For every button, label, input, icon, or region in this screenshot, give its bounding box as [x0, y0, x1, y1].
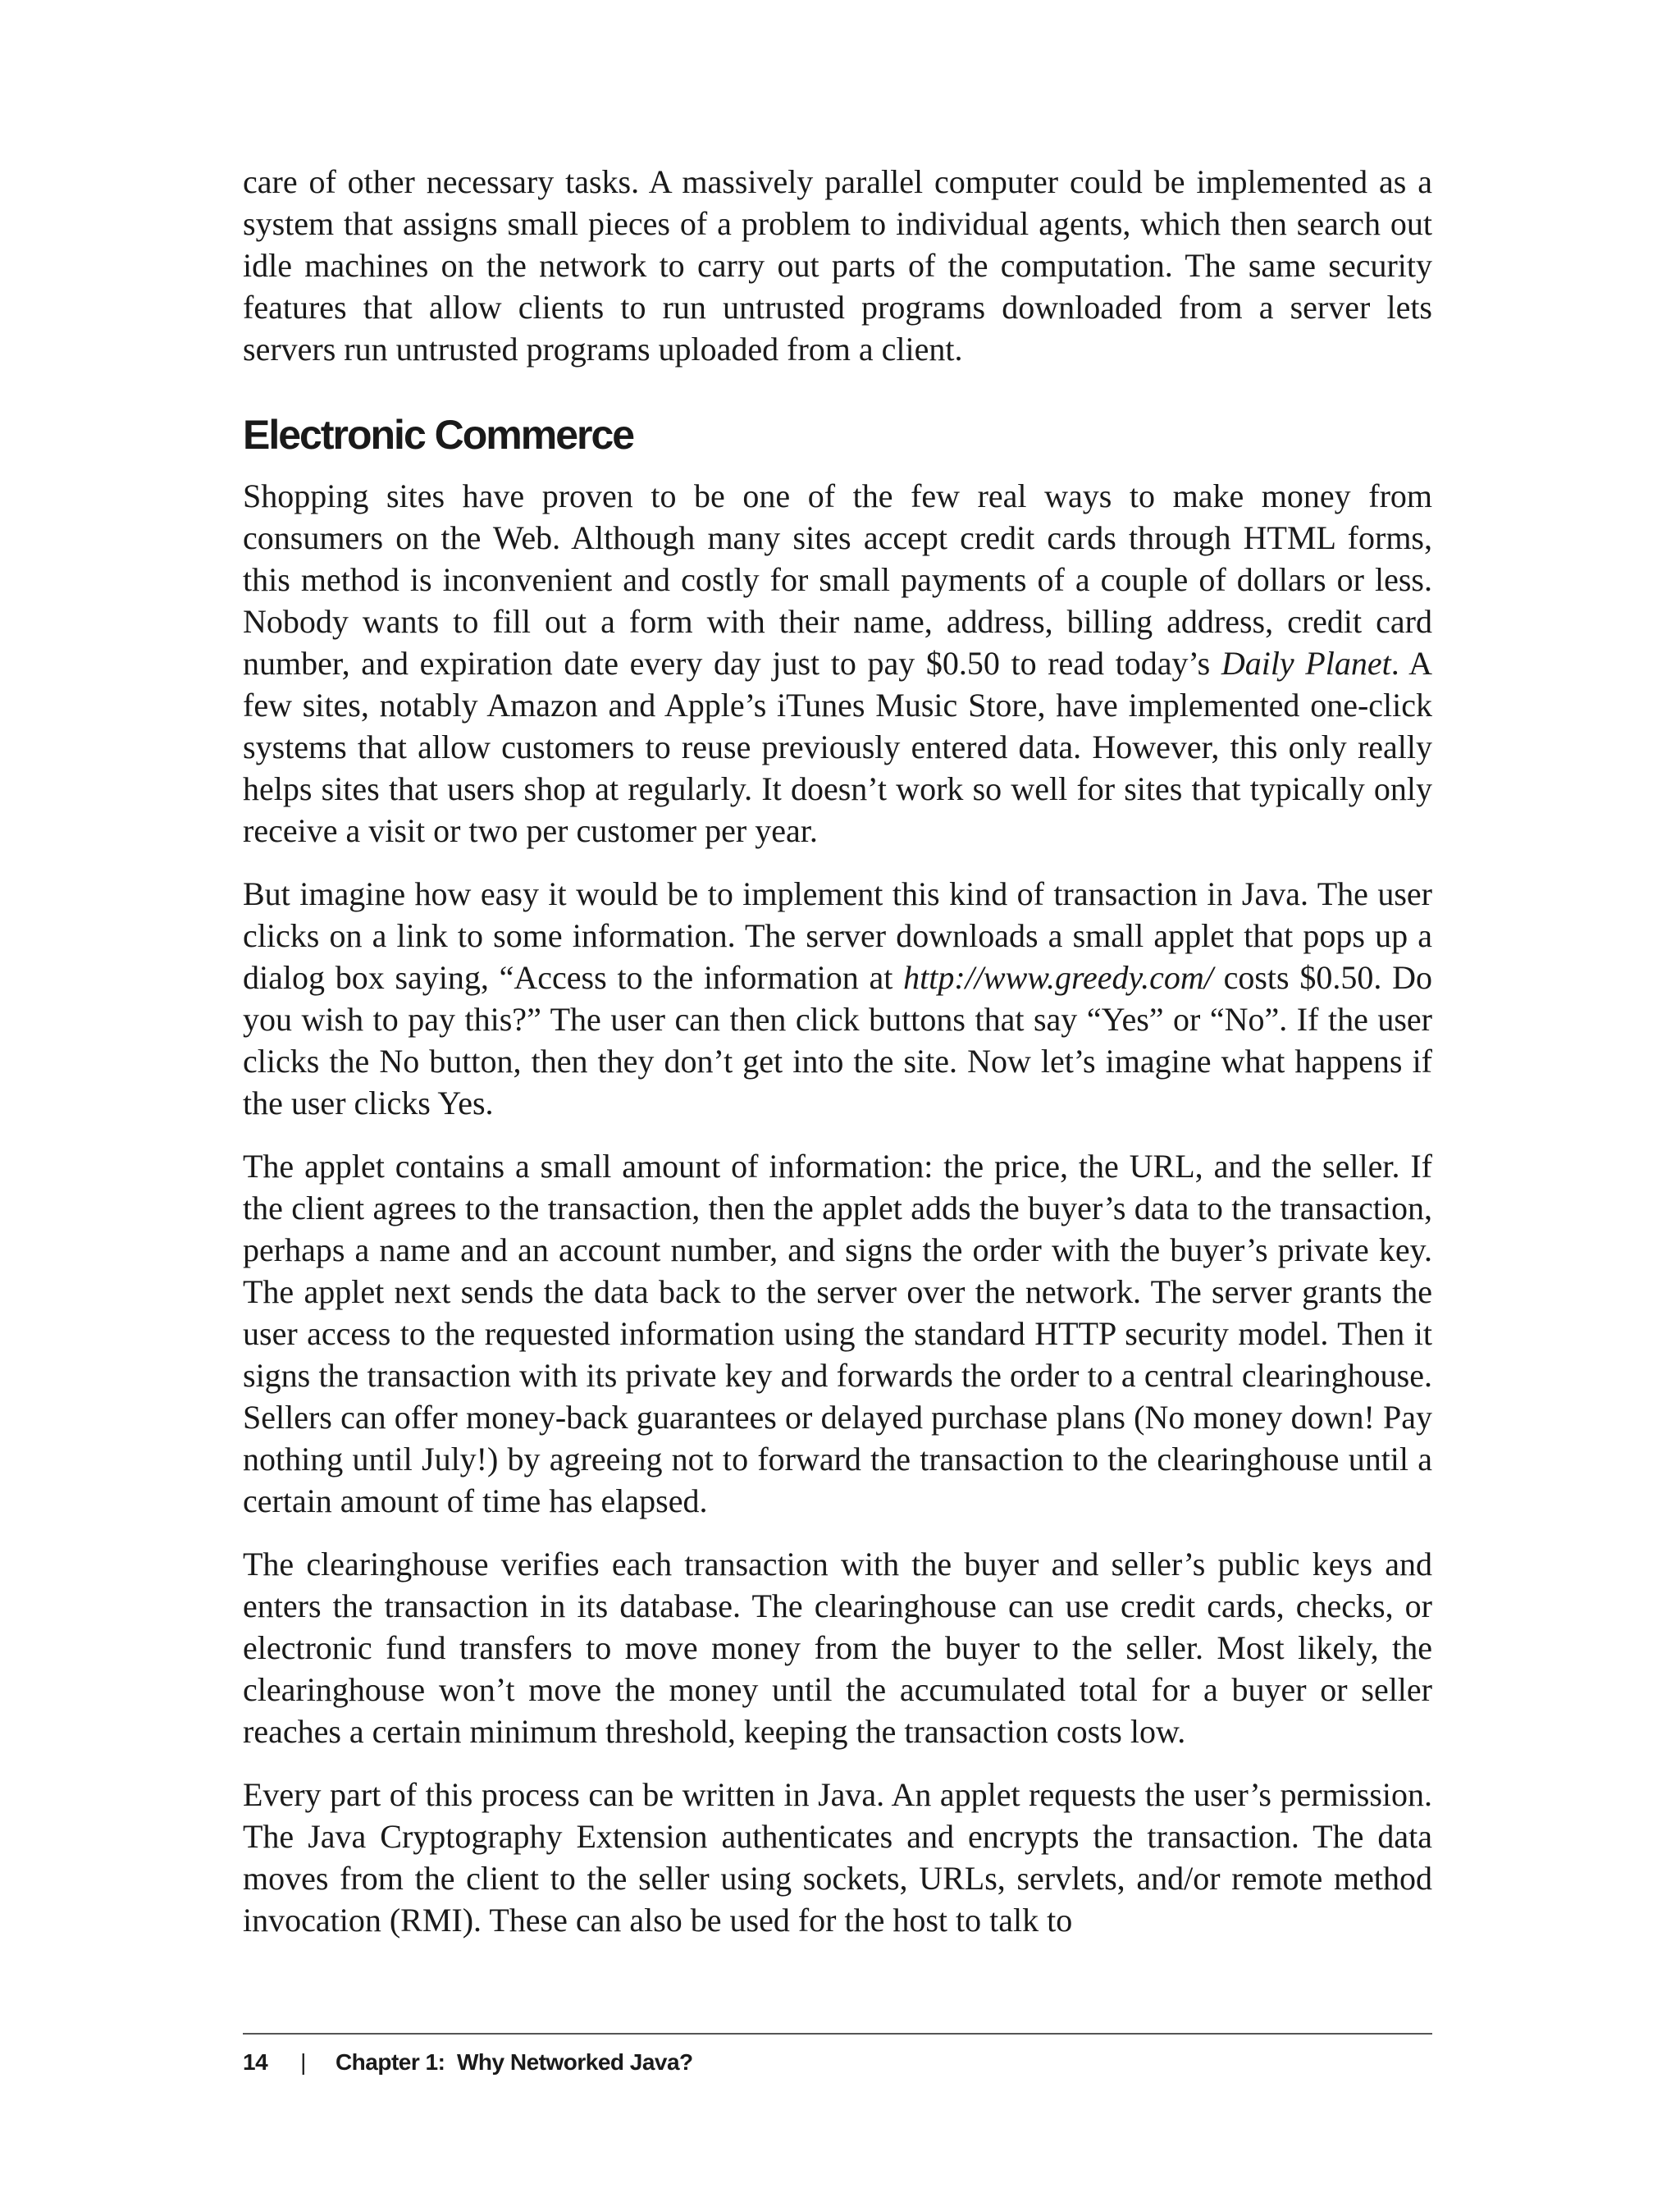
paragraph-java-process-text: Every part of this process can be written in Java. An applet requests the user’s permission. The Java Cryptography Extension authenticates and encrypts the transaction. The data moves from the client to the seller using sockets, URLs, servlets, and/or remote method invocation (RMI). These can also be used for the host to talk to	[243, 1776, 1432, 1939]
paragraph-imagine	[243, 873, 1432, 1124]
paragraph-intro	[243, 161, 1432, 370]
paragraph-intro-text: care of other necessary tasks. A massively parallel computer could be implemented as a system that assigns small pieces of a problem to individual agents, which then search out idle machines on the network to carry out parts of the computation. The same security features that allow clients to run untrusted programs downloaded from a server lets servers run untrusted programs uploaded from a client.	[243, 163, 1432, 368]
paragraph-clearinghouse-text: The clearinghouse verifies each transaction with the buyer and seller’s public keys and enters the transaction in its database. The clearinghouse can use credit cards, checks, or electronic fund transfers to move money from the buyer to the seller. Most likely, the clearinghouse won’t move the money until the accumulated total for a buyer or seller reaches a certain minimum threshold, keeping the transaction costs low.	[243, 1546, 1432, 1750]
footer-separator: |	[300, 2049, 306, 2075]
page-body	[243, 161, 1432, 1962]
paragraph-shopping-text-1: Shopping sites have proven to be one of the few real ways to make money from consumers on the Web. Although many sites accept credit cards through HTML forms, this method is inconvenient and costly for small payments of a couple of dollars or less. Nobody wants to fill out a form with their name, address, billing address, credit card number, and expiration date every day just to pay $0.50 to read today’s	[243, 477, 1432, 682]
paragraph-applet	[243, 1145, 1432, 1522]
paragraph-applet-text: The applet contains a small amount of information: the price, the URL, and the seller. If the client agrees to the transaction, then the applet adds the buyer’s data to the transaction, perhaps a name and an account number, and signs the order with the buyer’s private key. The applet next sends the data back to the server over the network. The server grants the user access to the requested information using the standard HTTP security model. Then it signs the transaction with its private key and forwards the order to a central clearinghouse. Sellers can offer money-back guarantees or delayed purchase plans (No money down! Pay nothing until July!) by agreeing not to forward the transaction to the clearinghouse until a certain amount of time has elapsed.	[243, 1148, 1432, 1519]
footer-divider	[243, 2033, 1432, 2035]
daily-planet-title: Daily Planet	[1221, 645, 1391, 682]
page-footer	[243, 2048, 693, 2077]
paragraph-imagine-text-1: But imagine how easy it would be to implement this kind of transaction in Java. The user clicks on a link to some information. The server downloads a small applet that pops up a dialog box saying, “Access to the information at	[243, 875, 1432, 996]
paragraph-imagine-text-2: costs $0.50. Do you wish to pay this?” The user can then click buttons that say “Yes” or “No”. If the user clicks the No button, then they don’t get into the site. Now let’s imagine what happens if the user clicks Yes.	[243, 959, 1432, 1121]
paragraph-clearinghouse	[243, 1543, 1432, 1752]
paragraph-shopping	[243, 475, 1432, 852]
section-heading: Electronic Commerce	[243, 412, 634, 458]
page-number: 14	[243, 2049, 268, 2075]
greedy-url: http://www.greedy.com/	[903, 959, 1213, 996]
paragraph-java-process	[243, 1774, 1432, 1941]
paragraph-shopping-text-2: . A few sites, notably Amazon and Apple’s iTunes Music Store, have implemented one-click systems that allow customers to reuse previously entered data. However, this only really helps sites that users shop at regularly. It doesn’t work so well for sites that typically only receive a visit or two per customer per year.	[243, 645, 1433, 849]
chapter-title: Chapter 1: Why Networked Java?	[335, 2049, 693, 2075]
